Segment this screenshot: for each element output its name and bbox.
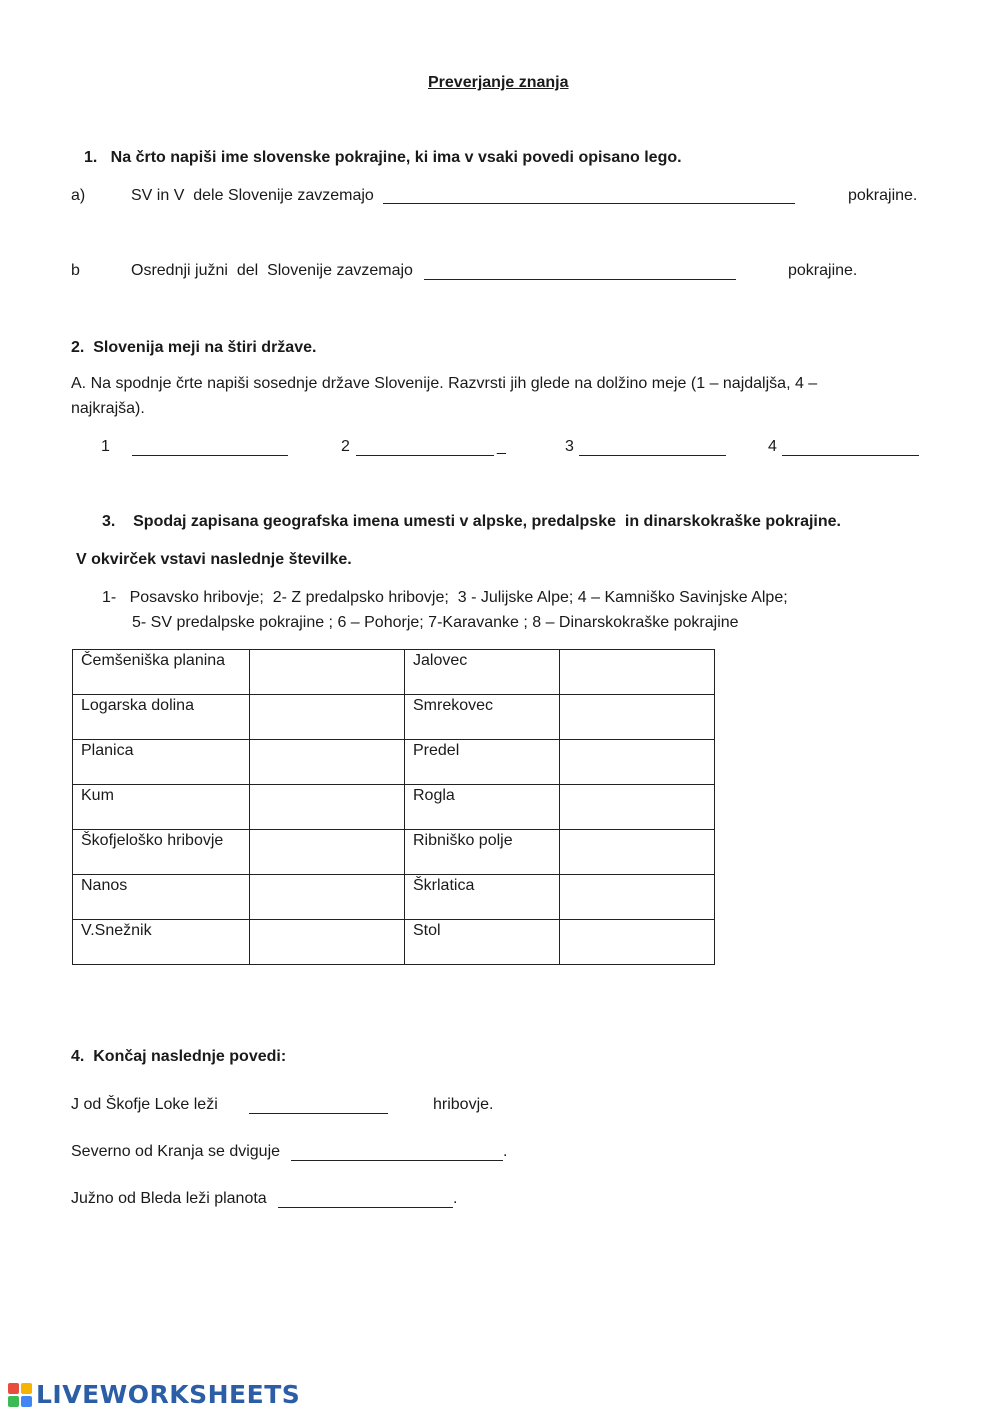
answer-box-left[interactable] [250,650,405,695]
logo-square [21,1396,32,1407]
q2-instruction-line2: najkrajša). [71,400,145,417]
liveworksheets-wordmark: LIVEWORKSHEETS [36,1380,301,1409]
answer-box-left[interactable] [250,920,405,965]
table-row [73,695,715,740]
q1-b-label: b [71,262,80,279]
q2-number-4: 4 [768,438,777,455]
place-name-right: Ribniško polje [405,830,560,875]
place-name-right: Stol [405,920,560,965]
answer-box-right[interactable] [560,785,715,830]
answer-box-right[interactable] [560,650,715,695]
answer-box-left[interactable] [250,830,405,875]
liveworksheets-cube-icon [8,1383,32,1407]
q2-extra-underscore: _ [497,438,506,455]
place-name-left: V.Snežnik [73,920,250,965]
q2-answer-line-4[interactable] [782,455,919,456]
answer-box-right[interactable] [560,920,715,965]
answer-box-left[interactable] [250,695,405,740]
q3-list-line1: 1- Posavsko hribovje; 2- Z predalpsko hribovje; 3 - Julijske Alpe; 4 – Kamniško Savinjske Alpe; [102,589,788,606]
answer-box-right[interactable] [560,830,715,875]
table-row [73,650,715,695]
q1-b-suffix: pokrajine. [788,262,858,279]
logo-square [8,1383,19,1394]
q4-sentence3-answer-line[interactable] [278,1207,453,1208]
q4-sentence2-text: Severno od Kranja se dviguje [71,1143,281,1160]
q3-list-line2: 5- SV predalpske pokrajine ; 6 – Pohorje; 7-Karavanke ; 8 – Dinarskokraške pokrajine [132,614,739,631]
table-row [73,830,715,875]
q1-a-answer-line[interactable] [383,203,795,204]
q4-heading: 4. Končaj naslednje povedi: [71,1048,287,1065]
q3-table [72,649,715,965]
q2-answer-line-1[interactable] [132,455,288,456]
table-row [73,785,715,830]
q1-a-text: SV in V dele Slovenije zavzemajo [131,187,374,204]
q4-sentence2-answer-line[interactable] [291,1160,503,1161]
place-name-right: Rogla [405,785,560,830]
logo-square [8,1396,19,1407]
q4-sentence1-suffix: hribovje. [433,1096,494,1113]
q1-b-answer-line[interactable] [424,279,736,280]
answer-box-right[interactable] [560,740,715,785]
place-name-left: Škofjeloško hribovje [73,830,250,875]
place-name-right: Predel [405,740,560,785]
q1-a-suffix: pokrajine. [848,187,918,204]
answer-box-right[interactable] [560,695,715,740]
place-name-right: Smrekovec [405,695,560,740]
place-name-right: Jalovec [405,650,560,695]
table-row [73,740,715,785]
logo-square [21,1383,32,1394]
liveworksheets-logo [8,1380,300,1409]
q3-subheading: V okvirček vstavi naslednje številke. [76,551,352,568]
q4-sentence3-suffix: . [453,1190,458,1207]
answer-box-left[interactable] [250,785,405,830]
q4-sentence1-answer-line[interactable] [249,1113,388,1114]
place-name-left: Logarska dolina [73,695,250,740]
q2-instruction-line1: A. Na spodnje črte napiši sosednje države Slovenije. Razvrsti jih glede na dolžino meje (1 – najdaljša, 4 – [71,375,818,392]
answer-box-left[interactable] [250,740,405,785]
q4-sentence2-suffix: . [503,1143,508,1160]
q2-heading: 2. Slovenija meji na štiri države. [71,339,317,356]
q3-heading: 3. Spodaj zapisana geografska imena umesti v alpske, predalpske in dinarskokraške pokrajine. [102,513,841,530]
place-name-right: Škrlatica [405,875,560,920]
q1-b-text: Osrednji južni del Slovenije zavzemajo [131,262,413,279]
q2-number-1: 1 [101,438,110,455]
place-name-left: Čemšeniška planina [73,650,250,695]
q1-heading: 1. Na črto napiši ime slovenske pokrajine, ki ima v vsaki povedi opisano lego. [84,149,682,166]
q2-answer-line-3[interactable] [579,455,726,456]
answer-box-left[interactable] [250,875,405,920]
table-row [73,875,715,920]
place-name-left: Nanos [73,875,250,920]
q2-answer-line-2[interactable] [356,455,494,456]
q2-number-3: 3 [565,438,574,455]
answer-box-right[interactable] [560,875,715,920]
q2-number-2: 2 [341,438,350,455]
place-name-left: Planica [73,740,250,785]
q4-sentence3-text: Južno od Bleda leži planota [71,1190,267,1207]
table-row [73,920,715,965]
place-name-left: Kum [73,785,250,830]
page-title: Preverjanje znanja [428,74,569,91]
q1-a-label: a) [71,187,86,204]
q4-sentence1-text: J od Škofje Loke leži [71,1096,218,1113]
